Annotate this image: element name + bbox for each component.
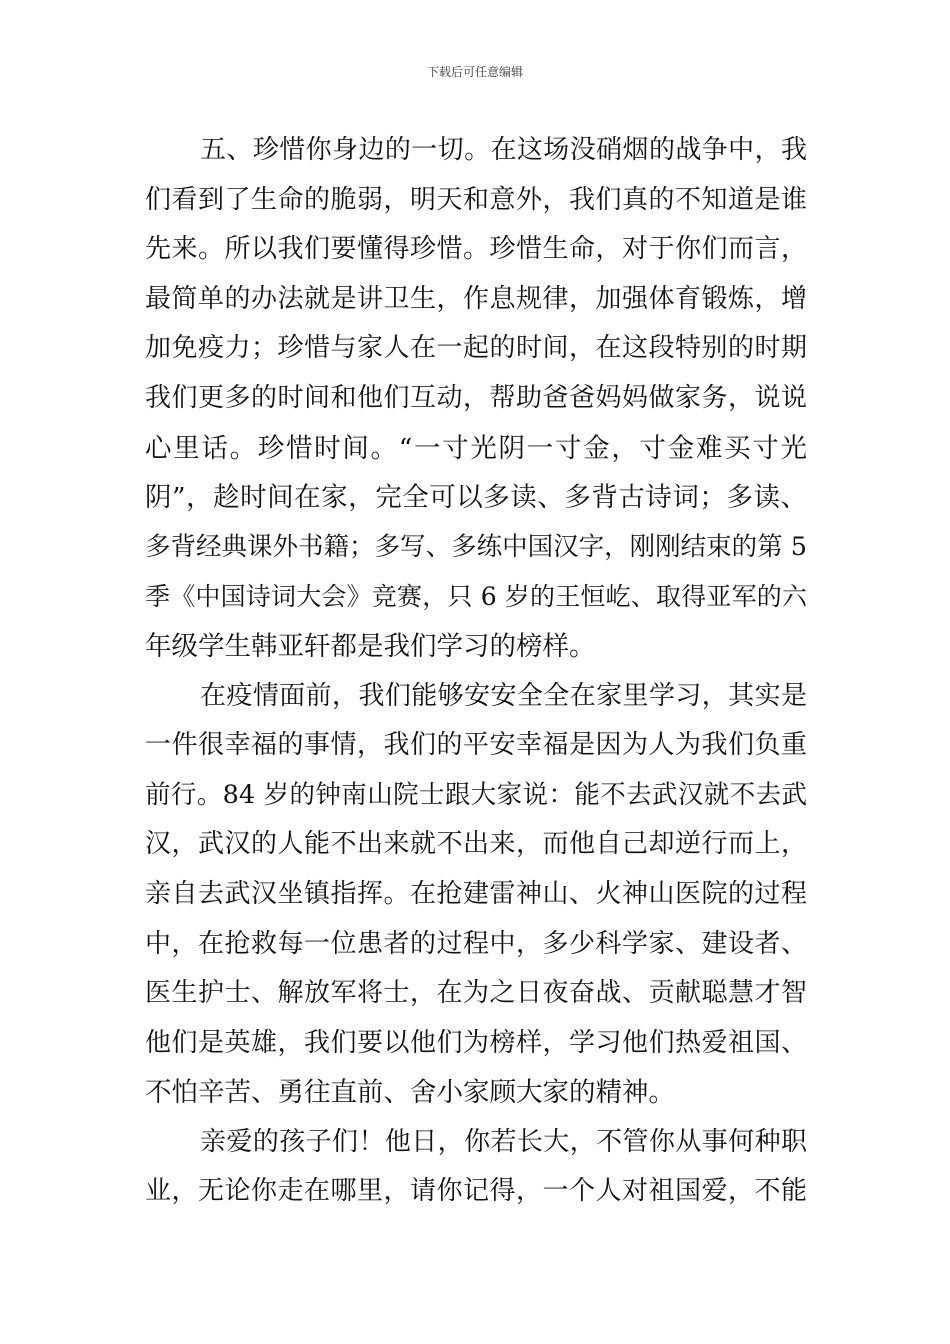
document-body	[145, 126, 807, 1217]
text-line: 一件很幸福的事情，我们的平安幸福是因为人为我们负重	[145, 730, 807, 761]
text-line: 阴”，趁时间在家，完全可以多读、多背古诗词；多读、	[145, 482, 807, 514]
text-line: 我们更多的时间和他们互动，帮助爸爸妈妈做家务，说说	[145, 382, 807, 413]
text-line: 亲爱的孩子们！他日，你若长大，不管你从事何种职	[200, 1126, 807, 1157]
text-line: 业，无论你走在哪里，请你记得，一个人对祖国爱，不能	[145, 1176, 807, 1207]
text-line: 汉，武汉的人能不出来就不出来，而他自己却逆行而上，	[145, 829, 807, 860]
text-line: 医生护士、解放军将士，在为之日夜奋战、贡献聪慧才智	[145, 978, 807, 1009]
text-line: 亲自去武汉坐镇指挥。在抢建雷神山、火神山医院的过程	[145, 878, 807, 909]
text-line: 心里话。珍惜时间。“一寸光阴一寸金，寸金难买寸光	[145, 432, 807, 464]
text-line: 们看到了生命的脆弱，明天和意外，我们真的不知道是谁	[145, 184, 807, 215]
paragraph	[145, 1118, 807, 1217]
text-line: 先来。所以我们要懂得珍惜。珍惜生命，对于你们而言，	[145, 234, 807, 265]
text-line: 季《中国诗词大会》竞赛，只 6 岁的王恒屹、取得亚军的六	[145, 582, 807, 612]
paragraph	[145, 672, 807, 1118]
text-line: 前行。84 岁的钟南山院士跟大家说：能不去武汉就不去武	[145, 779, 807, 810]
text-line: 加免疫力；珍惜与家人在一起的时间，在这段特别的时期	[145, 333, 807, 364]
text-line: 年级学生韩亚轩都是我们学习的榜样。	[145, 630, 596, 662]
text-line: 中，在抢救每一位患者的过程中，多少科学家、建设者、	[145, 928, 807, 959]
text-line: 在疫情面前，我们能够安安全全在家里学习，其实是	[200, 680, 807, 711]
paragraph	[145, 126, 807, 672]
text-line: 他们是英雄，我们要以他们为榜样，学习他们热爱祖国、	[145, 1027, 807, 1058]
text-line: 不怕辛苦、勇往直前、舍小家顾大家的精神。	[145, 1077, 675, 1109]
text-line: 多背经典课外书籍；多写、多练中国汉字，刚刚结束的第 5	[145, 531, 807, 562]
text-line: 最简单的办法就是讲卫生，作息规律，加强体育锻炼，增	[145, 283, 807, 314]
text-line: 五、珍惜你身边的一切。在这场没硝烟的战争中，我	[200, 135, 807, 165]
page-header: 下载后可任意编辑	[426, 65, 523, 79]
